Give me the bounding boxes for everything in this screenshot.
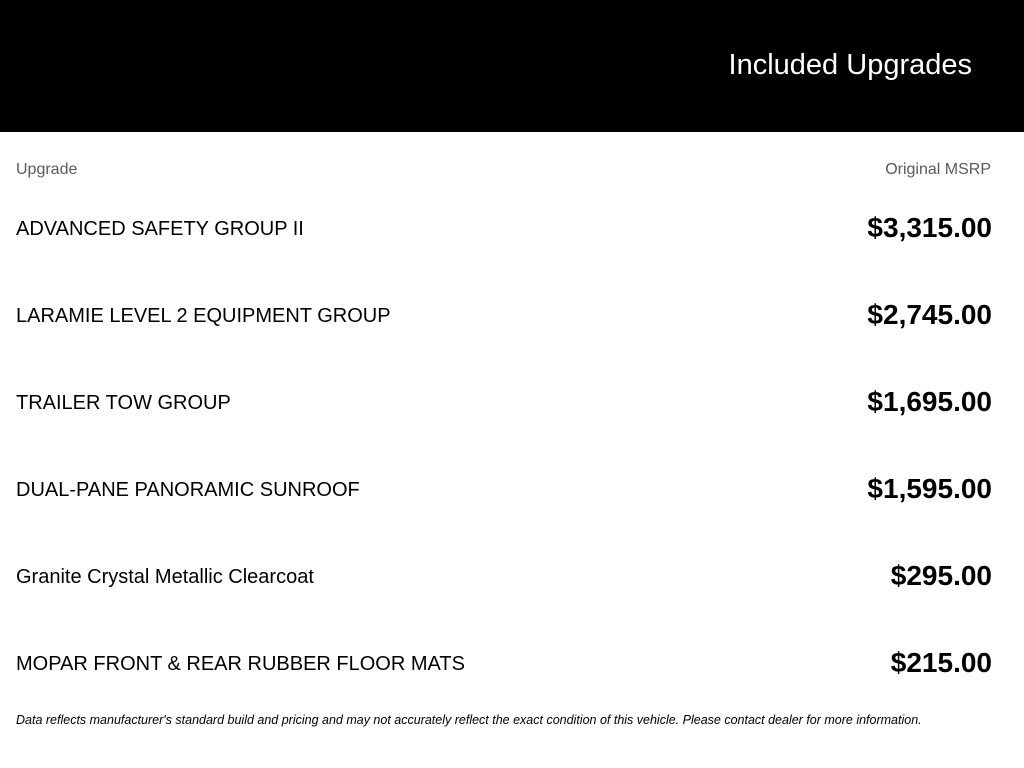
upgrade-price: $1,695.00 (867, 386, 992, 417)
upgrade-name: Granite Crystal Metallic Clearcoat (16, 566, 314, 588)
upgrade-name: MOPAR FRONT & REAR RUBBER FLOOR MATS (16, 653, 465, 675)
disclaimer-text: Data reflects manufacturer's standard build and pricing and may not accurately reflect the exact condition of this vehicle. Please contact dealer for more information. (16, 713, 922, 727)
table-header (16, 160, 991, 180)
upgrade-name: LARAMIE LEVEL 2 EQUIPMENT GROUP (16, 305, 391, 327)
column-header-original-msrp: Original MSRP (885, 161, 991, 178)
upgrade-name: DUAL-PANE PANORAMIC SUNROOF (16, 479, 360, 501)
upgrades-table (16, 200, 992, 722)
upgrade-name: ADVANCED SAFETY GROUP II (16, 218, 304, 240)
upgrade-price: $1,595.00 (867, 473, 992, 504)
upgrade-price: $295.00 (890, 560, 992, 591)
table-row (16, 287, 992, 374)
table-row (16, 461, 992, 548)
column-header-upgrade: Upgrade (16, 161, 78, 178)
upgrade-name: TRAILER TOW GROUP (16, 392, 231, 414)
page-header (0, 0, 1024, 132)
table-row (16, 374, 992, 461)
upgrade-price: $215.00 (890, 647, 992, 678)
table-row (16, 635, 992, 722)
table-row (16, 200, 992, 287)
table-row (16, 548, 992, 635)
upgrade-price: $3,315.00 (867, 212, 992, 243)
upgrade-price: $2,745.00 (867, 299, 992, 330)
page-title: Included Upgrades (728, 49, 972, 81)
